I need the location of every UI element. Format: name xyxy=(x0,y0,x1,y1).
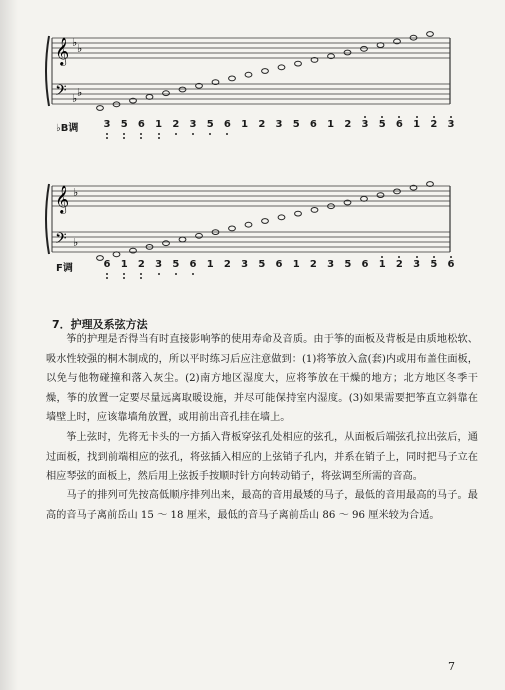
note-head xyxy=(245,222,252,227)
jianpu-note: 6 xyxy=(361,259,369,270)
note-head xyxy=(311,208,318,213)
jianpu-note: 5 xyxy=(292,119,300,130)
svg-text:♭: ♭ xyxy=(72,92,78,105)
note-head xyxy=(146,95,153,100)
jianpu-note: 3 xyxy=(412,259,422,270)
paragraph-bridges: 马子的排列可先按高低顺序排列出来，最高的音用最矮的马子，最低的音用最高的马子。最高的音马子离前岳山 15 ～ 18 厘米，最低的音马子离前岳山 86 ～ 96 厘米较为合适。 xyxy=(46,490,478,521)
jianpu-note: 3 xyxy=(241,259,249,270)
jianpu-note: 3 xyxy=(102,119,112,130)
jianpu-note: 1 xyxy=(292,259,300,270)
note-head xyxy=(278,65,285,70)
jianpu-note: 3 xyxy=(154,259,164,270)
jianpu-note: 3 xyxy=(275,119,283,130)
note-head xyxy=(427,32,434,37)
jianpu-note: 6 xyxy=(188,259,198,270)
jianpu-note: 2 xyxy=(309,259,317,270)
svg-text:♭: ♭ xyxy=(77,42,83,55)
jianpu-note: 2 xyxy=(136,259,146,270)
jianpu-note: 5 xyxy=(258,259,266,270)
svg-text:𝄢: 𝄢 xyxy=(55,82,67,103)
note-head xyxy=(229,226,236,231)
note-head xyxy=(262,219,269,224)
jianpu-note: 1 xyxy=(412,119,422,130)
jianpu-note: 3 xyxy=(188,119,198,130)
svg-text:♭: ♭ xyxy=(73,236,79,249)
jianpu-note: 2 xyxy=(258,119,266,130)
paragraph-care: 筝的护理是否得当有时直接影响筝的使用寿命及音质。由于筝的面板及背板是由质地松软、吸水性较强的桐木制成的，所以平时练习后应注意做到：(1)将筝放入盒(套)内或用布盖住面板，以免与他物碰撞和落入灰尘。(2)南方地区湿度大，应将筝放在干燥的地方；北方地区冬季干燥，筝的放置一定要尽量远离取暖设施，并尽可能保持室内湿度。(3)如果需要把筝直立斜靠在墙壁上时，应该靠墙角放置，或用前出音孔挂在墙上。 xyxy=(46,334,478,423)
note-head xyxy=(163,241,170,246)
jianpu-note: 3 xyxy=(360,119,370,130)
note-head xyxy=(377,193,384,198)
page-gutter-shadow xyxy=(0,0,18,690)
svg-text:𝄢: 𝄢 xyxy=(55,230,67,251)
note-head xyxy=(163,91,170,96)
jianpu-note: 2 xyxy=(344,119,352,130)
jianpu-note: 5 xyxy=(429,259,439,270)
jianpu-note: 1 xyxy=(241,119,249,130)
jianpu-note: 2 xyxy=(171,119,181,130)
jianpu-note: 5 xyxy=(205,119,215,130)
jianpu-note: 3 xyxy=(446,119,456,130)
key-label-bflat: ♭B调 xyxy=(56,123,79,134)
note-head xyxy=(344,50,351,55)
note-head xyxy=(245,72,252,77)
jianpu-note: 1 xyxy=(327,119,335,130)
section-heading: 7．护理及系弦方法 xyxy=(52,318,148,331)
note-head xyxy=(262,69,269,74)
jianpu-note: 6 xyxy=(394,119,404,130)
note-head xyxy=(295,61,302,66)
note-head xyxy=(179,237,186,242)
note-head xyxy=(295,211,302,216)
key-label-f: F调 xyxy=(56,263,73,274)
jianpu-note: 5 xyxy=(344,259,352,270)
svg-text:♭: ♭ xyxy=(77,86,83,99)
note-head xyxy=(278,215,285,220)
jianpu-note: 6 xyxy=(275,259,283,270)
jianpu-note: 1 xyxy=(119,259,129,270)
page-number: 7 xyxy=(448,660,455,673)
note-head xyxy=(179,87,186,92)
jianpu-row-bflat xyxy=(42,116,482,142)
note-head xyxy=(377,43,384,48)
note-head xyxy=(361,46,368,51)
svg-text:𝄞: 𝄞 xyxy=(55,185,70,213)
jianpu-row-f xyxy=(42,256,482,282)
jianpu-note: 2 xyxy=(394,259,404,270)
note-head xyxy=(97,106,104,111)
jianpu-note: 6 xyxy=(102,259,112,270)
jianpu-note: 6 xyxy=(446,259,456,270)
jianpu-note: 6 xyxy=(136,119,146,130)
note-head xyxy=(361,196,368,201)
note-head xyxy=(229,76,236,81)
svg-text:𝄞: 𝄞 xyxy=(55,37,70,65)
jianpu-note: 6 xyxy=(222,119,232,130)
jianpu-note: 3 xyxy=(327,259,335,270)
jianpu-note: 6 xyxy=(309,119,317,130)
jianpu-note: 2 xyxy=(429,119,439,130)
jianpu-note: 5 xyxy=(171,259,181,270)
jianpu-note: 5 xyxy=(377,119,387,130)
svg-text:♭: ♭ xyxy=(72,36,78,49)
jianpu-note: 2 xyxy=(223,259,231,270)
jianpu-note: 1 xyxy=(154,119,164,130)
jianpu-note: 1 xyxy=(377,259,387,270)
jianpu-note: 5 xyxy=(119,119,129,130)
note-head xyxy=(196,233,203,238)
svg-text:♭: ♭ xyxy=(73,186,79,199)
note-head xyxy=(394,189,401,194)
jianpu-note: 1 xyxy=(206,259,214,270)
paragraph-stringing: 筝上弦时，先将无卡头的一方插入背板穿弦孔处相应的弦孔，从面板后端弦孔拉出弦后，通过面板，找到前端相应的弦孔，将弦插入相应的上弦销子孔内，并系在销子上，同时把马子立在相应琴弦的面板上，然后用上弦扳手按顺时针方向转动销子，将弦调至所需的音高。 xyxy=(46,432,478,482)
